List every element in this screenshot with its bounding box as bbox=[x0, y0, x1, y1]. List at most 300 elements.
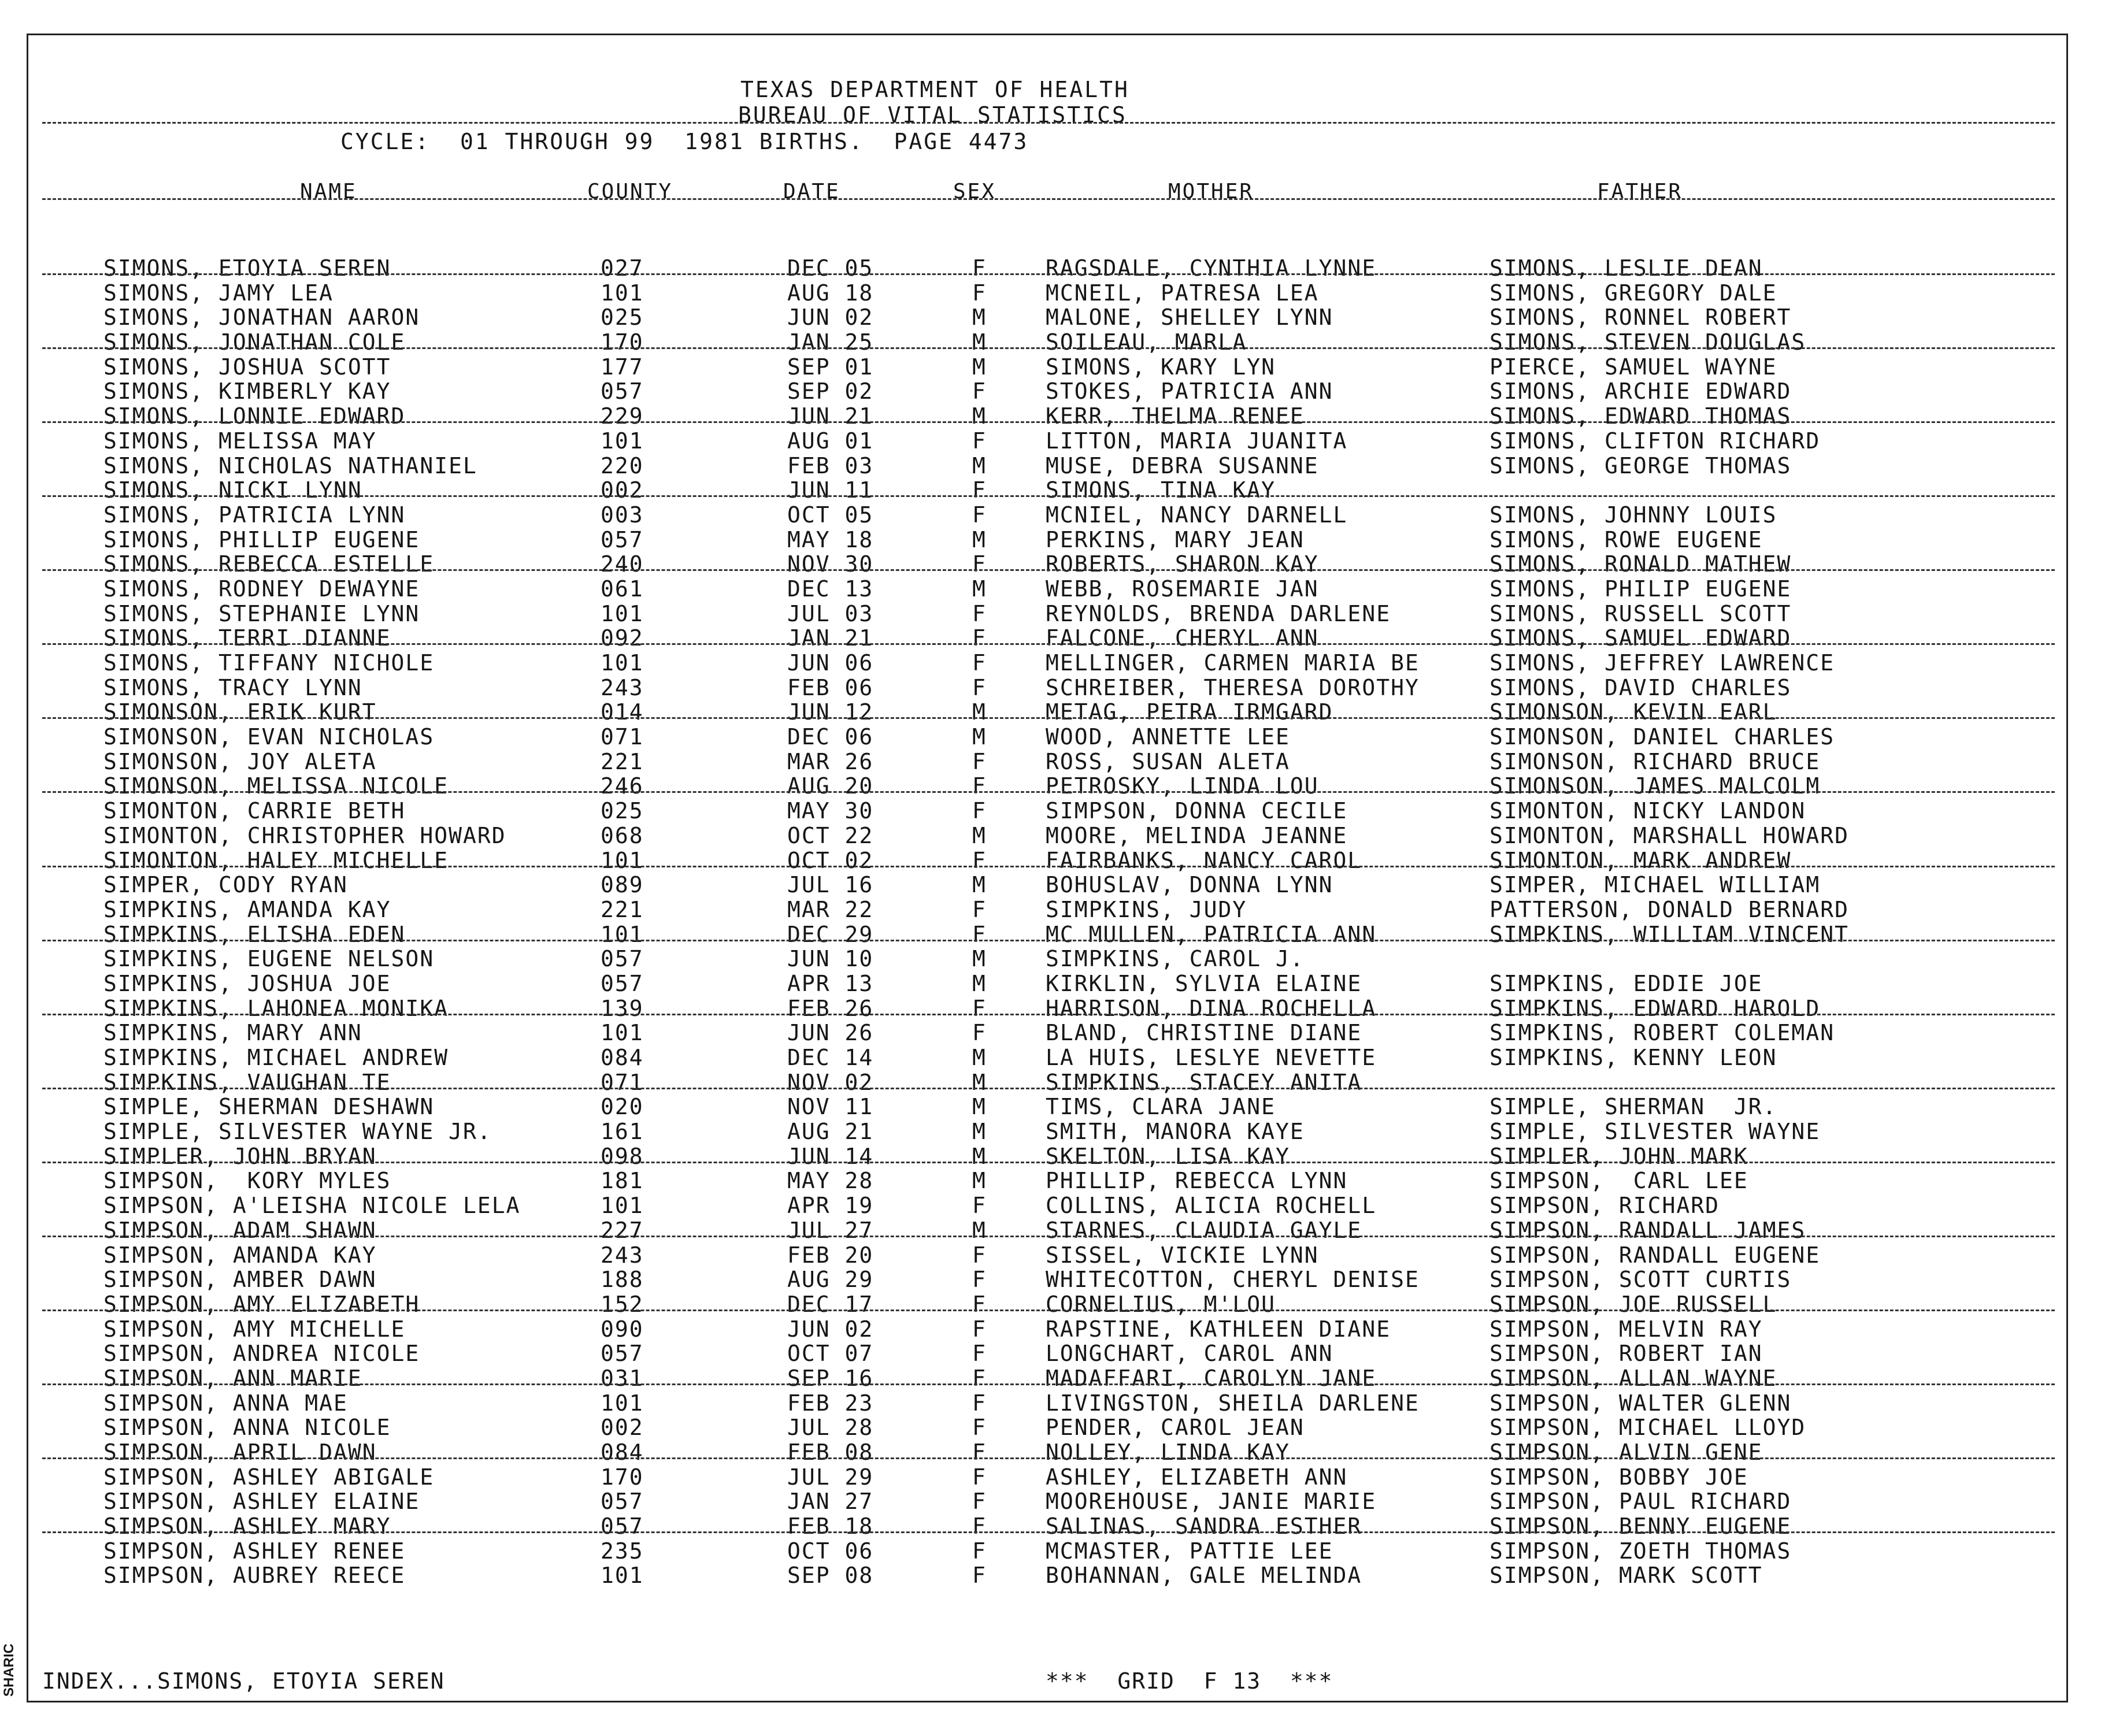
record-date: JUN 10 bbox=[787, 946, 874, 972]
record-date: AUG 29 bbox=[787, 1267, 874, 1293]
record-date: JAN 21 bbox=[787, 625, 874, 651]
record-row bbox=[28, 429, 2066, 454]
record-county: 002 bbox=[601, 1415, 644, 1441]
record-mother: MCMASTER, PATTIE LEE bbox=[1046, 1538, 1333, 1564]
record-name: SIMONS, TIFFANY NICHOLE bbox=[103, 650, 435, 676]
record-row bbox=[28, 971, 2066, 996]
record-date: MAR 26 bbox=[787, 748, 874, 774]
record-name: SIMPKINS, ELISHA EDEN bbox=[103, 921, 406, 947]
record-name: SIMONS, LONNIE EDWARD bbox=[103, 403, 406, 429]
record-date: FEB 06 bbox=[787, 674, 874, 700]
record-sex: M bbox=[972, 1119, 987, 1145]
record-father: SIMPSON, JOE RUSSELL bbox=[1489, 1291, 1777, 1317]
record-row bbox=[28, 1070, 2066, 1095]
record-sex: F bbox=[972, 1563, 987, 1589]
record-mother: ASHLEY, ELIZABETH ANN bbox=[1046, 1464, 1348, 1490]
record-date: SEP 01 bbox=[787, 354, 874, 380]
record-father: SIMPSON, RICHARD bbox=[1489, 1193, 1720, 1219]
record-mother: SIMPKINS, JUDY bbox=[1046, 896, 1247, 922]
record-date: FEB 26 bbox=[787, 995, 874, 1021]
record-county: 027 bbox=[601, 255, 644, 281]
record-sex: F bbox=[972, 1316, 987, 1342]
record-date: FEB 03 bbox=[787, 452, 874, 478]
record-name: SIMONS, PHILLIP EUGENE bbox=[103, 526, 420, 552]
record-name: SIMPSON, ANNA NICOLE bbox=[103, 1415, 391, 1441]
record-mother: MADAFFARI, CAROLYN JANE bbox=[1046, 1365, 1377, 1391]
record-mother: SOILEAU, MARLA bbox=[1046, 329, 1247, 355]
record-sex: F bbox=[972, 921, 987, 947]
record-name: SIMPSON, ASHLEY RENEE bbox=[103, 1538, 406, 1564]
col-mother-header: MOTHER bbox=[1168, 180, 1254, 203]
record-father: SIMONSON, DANIEL CHARLES bbox=[1489, 724, 1835, 750]
record-name: SIMONS, JONATHAN COLE bbox=[103, 329, 406, 355]
record-sex: F bbox=[972, 798, 987, 824]
record-county: 057 bbox=[601, 970, 644, 996]
record-sex: M bbox=[972, 946, 987, 972]
record-mother: PETROSKY, LINDA LOU bbox=[1046, 773, 1319, 799]
record-county: 071 bbox=[601, 1069, 644, 1095]
record-name: SIMONS, JOSHUA SCOTT bbox=[103, 354, 391, 380]
record-mother: RAGSDALE, CYNTHIA LYNNE bbox=[1046, 255, 1377, 281]
record-name: SIMPSON, APRIL DAWN bbox=[103, 1440, 377, 1465]
record-name: SIMPSON, KORY MYLES bbox=[103, 1168, 391, 1194]
record-county: 181 bbox=[601, 1168, 644, 1194]
record-father: SIMPKINS, EDDIE JOE bbox=[1489, 970, 1763, 996]
record-name: SIMONSON, JOY ALETA bbox=[103, 748, 377, 774]
record-row bbox=[28, 1341, 2066, 1366]
record-row bbox=[28, 626, 2066, 651]
record-date: JAN 27 bbox=[787, 1489, 874, 1515]
record-row bbox=[28, 503, 2066, 528]
record-mother: MCNEIL, PATRESA LEA bbox=[1046, 280, 1319, 306]
record-name: SIMPKINS, JOSHUA JOE bbox=[103, 970, 391, 996]
record-county: 089 bbox=[601, 872, 644, 898]
record-row bbox=[28, 676, 2066, 700]
record-date: APR 13 bbox=[787, 970, 874, 996]
record-row bbox=[28, 947, 2066, 971]
record-sex: F bbox=[972, 1489, 987, 1515]
record-sex: M bbox=[972, 1168, 987, 1194]
record-sex: F bbox=[972, 477, 987, 503]
record-sex: F bbox=[972, 1514, 987, 1540]
record-county: 161 bbox=[601, 1119, 644, 1145]
record-sex: M bbox=[972, 970, 987, 996]
record-county: 101 bbox=[601, 921, 644, 947]
record-sex: M bbox=[972, 354, 987, 380]
record-date: DEC 13 bbox=[787, 576, 874, 602]
record-row bbox=[28, 750, 2066, 774]
record-mother: SIMONS, KARY LYN bbox=[1046, 354, 1276, 380]
record-date: JUN 02 bbox=[787, 1316, 874, 1342]
record-county: 068 bbox=[601, 822, 644, 848]
record-row bbox=[28, 1563, 2066, 1588]
record-date: NOV 02 bbox=[787, 1069, 874, 1095]
record-name: SIMPKINS, VAUGHAN TE bbox=[103, 1069, 391, 1095]
header-rule-top bbox=[42, 122, 2055, 124]
record-mother: COLLINS, ALICIA ROCHELL bbox=[1046, 1193, 1377, 1219]
record-row bbox=[28, 922, 2066, 947]
record-mother: STARNES, CLAUDIA GAYLE bbox=[1046, 1217, 1362, 1243]
record-name: SIMONS, PATRICIA LYNN bbox=[103, 502, 406, 528]
record-row bbox=[28, 1514, 2066, 1539]
record-date: MAY 30 bbox=[787, 798, 874, 824]
col-county-header: COUNTY bbox=[587, 180, 673, 203]
record-county: 220 bbox=[601, 452, 644, 478]
record-county: 098 bbox=[601, 1143, 644, 1169]
record-name: SIMONS, KIMBERLY KAY bbox=[103, 379, 391, 405]
record-mother: SCHREIBER, THERESA DOROTHY bbox=[1046, 674, 1420, 700]
record-county: 084 bbox=[601, 1440, 644, 1465]
record-mother: WOOD, ANNETTE LEE bbox=[1046, 724, 1290, 750]
record-sex: M bbox=[972, 724, 987, 750]
record-father: SIMPSON, BOBBY JOE bbox=[1489, 1464, 1748, 1490]
record-name: SIMPSON, ANDREA NICOLE bbox=[103, 1341, 420, 1367]
record-name: SIMPSON, AMBER DAWN bbox=[103, 1267, 377, 1293]
record-mother: ROBERTS, SHARON KAY bbox=[1046, 551, 1319, 577]
record-row bbox=[28, 1489, 2066, 1514]
record-row bbox=[28, 1119, 2066, 1144]
record-date: OCT 02 bbox=[787, 847, 874, 873]
record-name: SIMONS, STEPHANIE LYNN bbox=[103, 600, 420, 626]
department-title: TEXAS DEPARTMENT OF HEALTH bbox=[740, 77, 1129, 102]
record-row bbox=[28, 379, 2066, 404]
record-sex: F bbox=[972, 1291, 987, 1317]
record-sex: F bbox=[972, 1242, 987, 1268]
record-mother: LA HUIS, LESLYE NEVETTE bbox=[1046, 1045, 1377, 1070]
record-mother: MCNIEL, NANCY DARNELL bbox=[1046, 502, 1348, 528]
record-father: SIMONS, RONALD MATHEW bbox=[1489, 551, 1792, 577]
record-mother: BOHUSLAV, DONNA LYNN bbox=[1046, 872, 1333, 898]
record-sex: F bbox=[972, 896, 987, 922]
record-name: SIMPSON, ADAM SHAWN bbox=[103, 1217, 377, 1243]
record-county: 101 bbox=[601, 280, 644, 306]
record-county: 139 bbox=[601, 995, 644, 1021]
record-mother: WHITECOTTON, CHERYL DENISE bbox=[1046, 1267, 1420, 1293]
record-county: 101 bbox=[601, 1193, 644, 1219]
record-sex: F bbox=[972, 748, 987, 774]
record-row bbox=[28, 478, 2066, 503]
record-name: SIMONS, REBECCA ESTELLE bbox=[103, 551, 435, 577]
record-county: 014 bbox=[601, 699, 644, 725]
record-county: 101 bbox=[601, 600, 644, 626]
record-date: JUN 14 bbox=[787, 1143, 874, 1169]
record-county: 177 bbox=[601, 354, 644, 380]
record-sex: F bbox=[972, 1267, 987, 1293]
record-name: SIMPSON, AMY MICHELLE bbox=[103, 1316, 406, 1342]
record-sex: F bbox=[972, 1341, 987, 1367]
record-mother: MOOREHOUSE, JANIE MARIE bbox=[1046, 1489, 1377, 1515]
record-mother: FAIRBANKS, NANCY CAROL bbox=[1046, 847, 1362, 873]
record-father: SIMPKINS, EDWARD HAROLD bbox=[1489, 995, 1821, 1021]
record-mother: HARRISON, DINA ROCHELLA bbox=[1046, 995, 1377, 1021]
record-mother: SIMONS, TINA KAY bbox=[1046, 477, 1276, 503]
record-county: 025 bbox=[601, 798, 644, 824]
record-mother: REYNOLDS, BRENDA DARLENE bbox=[1046, 600, 1391, 626]
cycle-line: CYCLE: 01 THROUGH 99 1981 BIRTHS. PAGE 4473 bbox=[340, 129, 1029, 154]
record-father: SIMPSON, ALLAN WAYNE bbox=[1489, 1365, 1777, 1391]
record-sex: M bbox=[972, 1045, 987, 1070]
record-county: 061 bbox=[601, 576, 644, 602]
record-mother: TIMS, CLARA JANE bbox=[1046, 1094, 1276, 1120]
record-row bbox=[28, 1539, 2066, 1564]
record-father: SIMPSON, PAUL RICHARD bbox=[1489, 1489, 1792, 1515]
record-sex: F bbox=[972, 1365, 987, 1391]
record-sex: M bbox=[972, 1143, 987, 1169]
record-name: SIMPSON, ASHLEY ELAINE bbox=[103, 1489, 420, 1515]
record-name: SIMONSON, EVAN NICHOLAS bbox=[103, 724, 435, 750]
record-name: SIMONS, JONATHAN AARON bbox=[103, 305, 420, 331]
record-sex: F bbox=[972, 379, 987, 405]
record-county: 071 bbox=[601, 724, 644, 750]
record-sex: M bbox=[972, 305, 987, 331]
record-mother: RAPSTINE, KATHLEEN DIANE bbox=[1046, 1316, 1391, 1342]
record-date: AUG 20 bbox=[787, 773, 874, 799]
record-sex: M bbox=[972, 452, 987, 478]
record-father: SIMPSON, ALVIN GENE bbox=[1489, 1440, 1763, 1465]
record-mother: ROSS, SUSAN ALETA bbox=[1046, 748, 1290, 774]
record-row bbox=[28, 700, 2066, 725]
record-row bbox=[28, 1045, 2066, 1070]
record-row bbox=[28, 1169, 2066, 1193]
record-father: SIMONS, GREGORY DALE bbox=[1489, 280, 1777, 306]
record-mother: SIMPKINS, STACEY ANITA bbox=[1046, 1069, 1362, 1095]
record-county: 240 bbox=[601, 551, 644, 577]
record-mother: LITTON, MARIA JUANITA bbox=[1046, 428, 1348, 454]
record-mother: MELLINGER, CARMEN MARIA BE bbox=[1046, 650, 1420, 676]
record-row bbox=[28, 799, 2066, 824]
record-date: MAR 22 bbox=[787, 896, 874, 922]
record-county: 025 bbox=[601, 305, 644, 331]
record-name: SIMPSON, A'LEISHA NICOLE LELA bbox=[103, 1193, 521, 1219]
record-name: SIMPSON, AMY ELIZABETH bbox=[103, 1291, 420, 1317]
record-row bbox=[28, 1317, 2066, 1342]
record-sex: M bbox=[972, 526, 987, 552]
record-father: SIMONSON, JAMES MALCOLM bbox=[1489, 773, 1821, 799]
record-row bbox=[28, 552, 2066, 577]
record-row bbox=[28, 1440, 2066, 1465]
record-father: SIMPKINS, ROBERT COLEMAN bbox=[1489, 1020, 1835, 1046]
record-father: SIMPSON, CARL LEE bbox=[1489, 1168, 1748, 1194]
record-row bbox=[28, 602, 2066, 626]
record-father: SIMONTON, MARSHALL HOWARD bbox=[1489, 822, 1849, 848]
record-name: SIMONTON, CARRIE BETH bbox=[103, 798, 406, 824]
record-date: OCT 22 bbox=[787, 822, 874, 848]
record-row bbox=[28, 824, 2066, 848]
record-date: FEB 20 bbox=[787, 1242, 874, 1268]
record-father: SIMONS, SAMUEL EDWARD bbox=[1489, 625, 1792, 651]
record-county: 057 bbox=[601, 946, 644, 972]
record-date: FEB 23 bbox=[787, 1390, 874, 1416]
record-mother: KIRKLIN, SYLVIA ELAINE bbox=[1046, 970, 1362, 996]
record-date: JUN 11 bbox=[787, 477, 874, 503]
record-mother: LONGCHART, CAROL ANN bbox=[1046, 1341, 1333, 1367]
record-row bbox=[28, 651, 2066, 676]
record-sex: F bbox=[972, 502, 987, 528]
record-mother: KERR, THELMA RENEE bbox=[1046, 403, 1305, 429]
record-mother: LIVINGSTON, SHEILA DARLENE bbox=[1046, 1390, 1420, 1416]
record-date: NOV 30 bbox=[787, 551, 874, 577]
record-row bbox=[28, 848, 2066, 873]
record-mother: BOHANNAN, GALE MELINDA bbox=[1046, 1563, 1362, 1589]
record-mother: MUSE, DEBRA SUSANNE bbox=[1046, 452, 1319, 478]
record-county: 057 bbox=[601, 379, 644, 405]
record-sex: F bbox=[972, 650, 987, 676]
record-county: 229 bbox=[601, 403, 644, 429]
record-sex: M bbox=[972, 699, 987, 725]
record-father: SIMPER, MICHAEL WILLIAM bbox=[1489, 872, 1821, 898]
record-name: SIMPKINS, MICHAEL ANDREW bbox=[103, 1045, 449, 1070]
record-father: SIMPLE, SHERMAN JR. bbox=[1489, 1094, 1777, 1120]
record-father: SIMPSON, SCOTT CURTIS bbox=[1489, 1267, 1792, 1293]
record-county: 057 bbox=[601, 1489, 644, 1515]
record-sex: F bbox=[972, 551, 987, 577]
record-father: SIMONS, CLIFTON RICHARD bbox=[1489, 428, 1821, 454]
record-date: MAY 28 bbox=[787, 1168, 874, 1194]
record-mother: SISSEL, VICKIE LYNN bbox=[1046, 1242, 1319, 1268]
record-county: 152 bbox=[601, 1291, 644, 1317]
record-date: MAY 18 bbox=[787, 526, 874, 552]
document-frame bbox=[27, 34, 2068, 1702]
record-county: 246 bbox=[601, 773, 644, 799]
record-date: DEC 29 bbox=[787, 921, 874, 947]
record-date: SEP 02 bbox=[787, 379, 874, 405]
record-name: SIMPER, CODY RYAN bbox=[103, 872, 348, 898]
record-row bbox=[28, 1267, 2066, 1292]
record-date: DEC 05 bbox=[787, 255, 874, 281]
records-list bbox=[28, 256, 2066, 1588]
record-father: SIMPSON, RANDALL JAMES bbox=[1489, 1217, 1806, 1243]
record-father: SIMONS, RUSSELL SCOTT bbox=[1489, 600, 1792, 626]
record-father: SIMPKINS, KENNY LEON bbox=[1489, 1045, 1777, 1070]
record-date: OCT 07 bbox=[787, 1341, 874, 1367]
record-name: SIMONS, TERRI DIANNE bbox=[103, 625, 391, 651]
record-row bbox=[28, 454, 2066, 478]
record-county: 031 bbox=[601, 1365, 644, 1391]
bureau-title: BUREAU OF VITAL STATISTICS bbox=[738, 102, 1127, 128]
record-row bbox=[28, 725, 2066, 750]
record-county: 003 bbox=[601, 502, 644, 528]
record-mother: FALCONE, CHERYL ANN bbox=[1046, 625, 1319, 651]
record-row bbox=[28, 404, 2066, 429]
record-name: SIMONS, JAMY LEA bbox=[103, 280, 334, 306]
record-mother: PHILLIP, REBECCA LYNN bbox=[1046, 1168, 1348, 1194]
record-father: SIMPLE, SILVESTER WAYNE bbox=[1489, 1119, 1821, 1145]
record-father: SIMPSON, ZOETH THOMAS bbox=[1489, 1538, 1792, 1564]
record-name: SIMONSON, MELISSA NICOLE bbox=[103, 773, 449, 799]
record-row bbox=[28, 1193, 2066, 1218]
record-mother: BLAND, CHRISTINE DIANE bbox=[1046, 1020, 1362, 1046]
record-father: SIMPSON, ROBERT IAN bbox=[1489, 1341, 1763, 1367]
record-name: SIMONS, NICHOLAS NATHANIEL bbox=[103, 452, 477, 478]
record-date: OCT 06 bbox=[787, 1538, 874, 1564]
record-row bbox=[28, 1415, 2066, 1440]
record-name: SIMPSON, ANNA MAE bbox=[103, 1390, 348, 1416]
record-mother: MC MULLEN, PATRICIA ANN bbox=[1046, 921, 1377, 947]
record-name: SIMPSON, ASHLEY ABIGALE bbox=[103, 1464, 435, 1490]
record-name: SIMONSON, ERIK KURT bbox=[103, 699, 377, 725]
record-father: SIMONSON, KEVIN EARL bbox=[1489, 699, 1777, 725]
record-name: SIMPSON, AUBREY REECE bbox=[103, 1563, 406, 1589]
record-county: 101 bbox=[601, 1020, 644, 1046]
record-mother: SIMPKINS, CAROL J. bbox=[1046, 946, 1305, 972]
record-date: OCT 05 bbox=[787, 502, 874, 528]
side-label: SHARIC bbox=[1, 1644, 17, 1697]
record-date: JUN 26 bbox=[787, 1020, 874, 1046]
record-county: 101 bbox=[601, 428, 644, 454]
record-county: 057 bbox=[601, 1514, 644, 1540]
record-mother: NOLLEY, LINDA KAY bbox=[1046, 1440, 1290, 1465]
col-date-header: DATE bbox=[783, 180, 840, 203]
record-row bbox=[28, 256, 2066, 281]
record-row bbox=[28, 897, 2066, 922]
record-mother: PERKINS, MARY JEAN bbox=[1046, 526, 1305, 552]
record-sex: M bbox=[972, 329, 987, 355]
record-county: 101 bbox=[601, 847, 644, 873]
record-county: 188 bbox=[601, 1267, 644, 1293]
col-name-header: NAME bbox=[300, 180, 357, 203]
record-mother: SMITH, MANORA KAYE bbox=[1046, 1119, 1305, 1145]
record-date: JUN 21 bbox=[787, 403, 874, 429]
record-sex: F bbox=[972, 773, 987, 799]
record-row bbox=[28, 1243, 2066, 1268]
record-father: SIMONTON, MARK ANDREW bbox=[1489, 847, 1792, 873]
record-row bbox=[28, 305, 2066, 330]
record-date: JUN 12 bbox=[787, 699, 874, 725]
record-date: FEB 08 bbox=[787, 1440, 874, 1465]
record-sex: F bbox=[972, 255, 987, 281]
record-sex: F bbox=[972, 625, 987, 651]
record-county: 235 bbox=[601, 1538, 644, 1564]
record-father: SIMONS, EDWARD THOMAS bbox=[1489, 403, 1792, 429]
record-father: SIMPKINS, WILLIAM VINCENT bbox=[1489, 921, 1849, 947]
record-date: AUG 18 bbox=[787, 280, 874, 306]
record-sex: F bbox=[972, 600, 987, 626]
record-sex: F bbox=[972, 1415, 987, 1441]
record-county: 221 bbox=[601, 896, 644, 922]
record-date: DEC 17 bbox=[787, 1291, 874, 1317]
record-county: 057 bbox=[601, 1341, 644, 1367]
record-mother: SIMPSON, DONNA CECILE bbox=[1046, 798, 1348, 824]
record-name: SIMPKINS, EUGENE NELSON bbox=[103, 946, 435, 972]
record-father: SIMPSON, BENNY EUGENE bbox=[1489, 1514, 1792, 1540]
record-father: SIMONS, DAVID CHARLES bbox=[1489, 674, 1792, 700]
record-date: JUL 03 bbox=[787, 600, 874, 626]
record-name: SIMONTON, CHRISTOPHER HOWARD bbox=[103, 822, 506, 848]
column-header-rule bbox=[42, 198, 2055, 200]
record-date: SEP 08 bbox=[787, 1563, 874, 1589]
record-county: 002 bbox=[601, 477, 644, 503]
record-row bbox=[28, 281, 2066, 306]
record-father: SIMONS, ROWE EUGENE bbox=[1489, 526, 1763, 552]
record-sex: M bbox=[972, 403, 987, 429]
record-mother: SKELTON, LISA KAY bbox=[1046, 1143, 1290, 1169]
record-father: SIMPSON, MELVIN RAY bbox=[1489, 1316, 1763, 1342]
record-sex: F bbox=[972, 280, 987, 306]
record-father: SIMONS, PHILIP EUGENE bbox=[1489, 576, 1792, 602]
record-row bbox=[28, 1292, 2066, 1317]
record-row bbox=[28, 1218, 2066, 1243]
record-mother: SALINAS, SANDRA ESTHER bbox=[1046, 1514, 1362, 1540]
record-sex: F bbox=[972, 1464, 987, 1490]
record-row bbox=[28, 1021, 2066, 1045]
record-row bbox=[28, 873, 2066, 897]
record-date: SEP 16 bbox=[787, 1365, 874, 1391]
record-father: SIMONS, GEORGE THOMAS bbox=[1489, 452, 1792, 478]
record-date: NOV 11 bbox=[787, 1094, 874, 1120]
record-sex: F bbox=[972, 1538, 987, 1564]
record-name: SIMPSON, ASHLEY MARY bbox=[103, 1514, 391, 1540]
record-father: SIMONS, STEVEN DOUGLAS bbox=[1489, 329, 1806, 355]
